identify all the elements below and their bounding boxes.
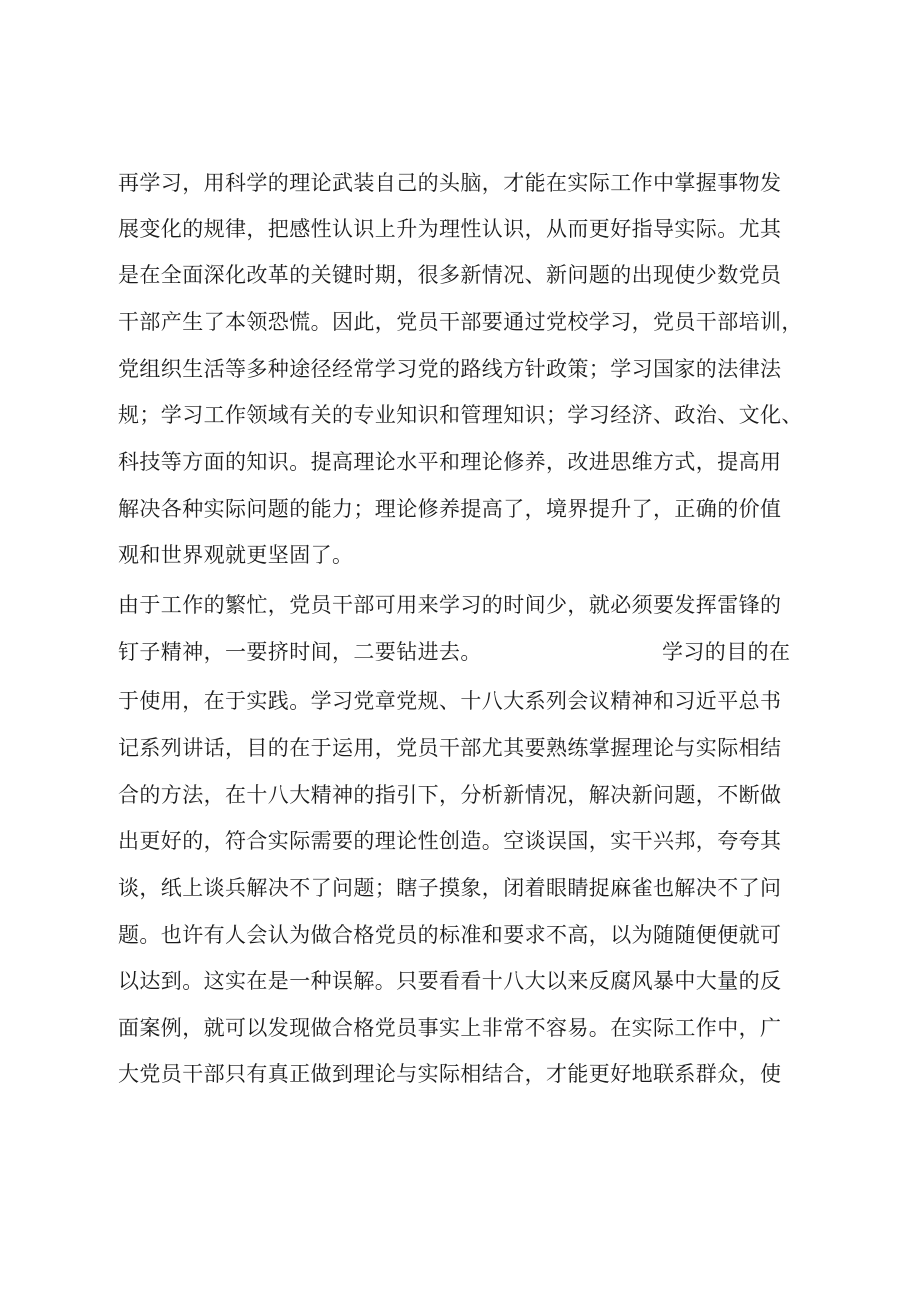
text-line: 于使用，在于实践。学习党章党规、十八大系列会议精神和习近平总书: [118, 689, 782, 713]
gap-text: 学习的目的在: [662, 640, 791, 664]
text-line: 钉子精神，一要挤时间，二要钻进去。: [118, 640, 482, 664]
text-line: 以达到。这实在是一种误解。只要看看十八大以来反腐风暴中大量的反: [118, 969, 782, 993]
text-line: 由于工作的繁忙，党员干部可用来学习的时间少，就必须要发挥雷锋的: [118, 593, 782, 617]
text-line: 党组织生活等多种途径经常学习党的路线方针政策；学习国家的法律法: [118, 357, 782, 381]
text-line: 出更好的，符合实际需要的理论性创造。空谈误国，实干兴邦，夸夸其: [118, 829, 782, 853]
text-line: 解决各种实际问题的能力；理论修养提高了，境界提升了，正确的价值: [118, 497, 782, 521]
text-line: 干部产生了本领恐慌。因此，党员干部要通过党校学习，党员干部培训，: [118, 310, 803, 334]
text-line: 再学习，用科学的理论武装自己的头脑，才能在实际工作中掌握事物发: [118, 171, 782, 195]
text-line: 科技等方面的知识。提高理论水平和理论修养，改进思维方式，提高用: [118, 450, 782, 474]
text-line: 大党员干部只有真正做到理论与实际相结合，才能更好地联系群众，使: [118, 1062, 782, 1086]
text-line: 题。也许有人会认为做合格党员的标准和要求不高，以为随随便便就可: [118, 923, 782, 947]
text-line: 记系列讲话，目的在于运用，党员干部尤其要熟练掌握理论与实际相结: [118, 736, 782, 760]
text-line: 观和世界观就更坚固了。: [118, 543, 354, 567]
text-line: 规；学习工作领域有关的专业知识和管理知识；学习经济、政治、文化、: [118, 403, 803, 427]
text-line: 谈，纸上谈兵解决不了问题；瞎子摸象，闭着眼睛捉麻雀也解决不了问: [118, 876, 782, 900]
text-line: 展变化的规律，把感性认识上升为理性认识，从而更好指导实际。尤其: [118, 217, 782, 241]
text-line: 面案例，就可以发现做合格党员事实上非常不容易。在实际工作中，广: [118, 1016, 782, 1040]
text-line: 是在全面深化改革的关键时期，很多新情况、新问题的出现使少数党员: [118, 263, 782, 287]
text-line: 合的方法，在十八大精神的指引下，分析新情况，解决新问题，不断做: [118, 783, 782, 807]
